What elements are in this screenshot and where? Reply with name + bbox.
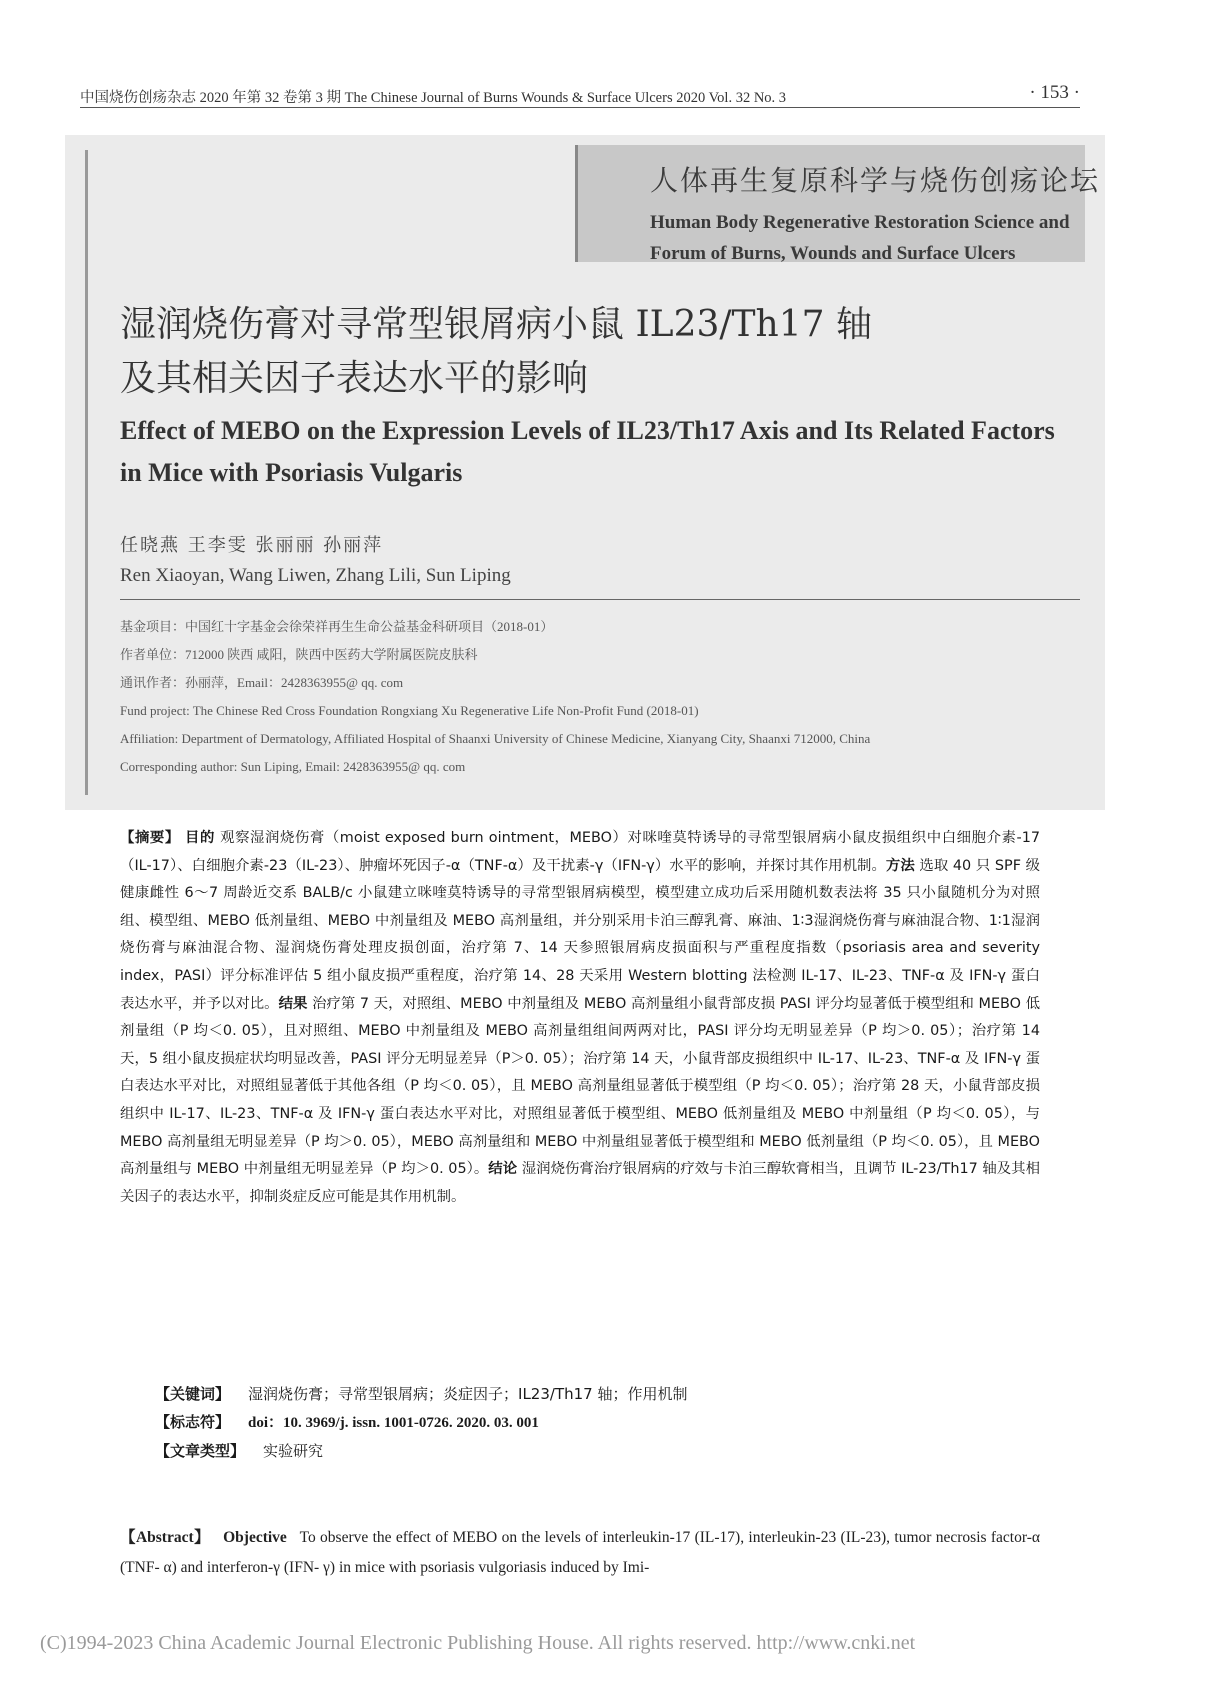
- article-title-zh: [120, 298, 1080, 406]
- affiliation-en: Affiliation: Department of Dermatology, Affiliated Hospital of Shaanxi University of Chinese Medicine, Xianyang City, Shaanxi 712000, China: [120, 731, 871, 746]
- article-header-box: [65, 135, 1105, 810]
- abstract-en-text: To observe the effect of MEBO on the levels of interleukin-17 (IL-17), interleukin-23 (IL-23), tumor necrosis factor-α (TNF- α) and interferon-γ (IFN- γ) in mice with psoriasis vulgoriasis induced by Imi-: [120, 1529, 1040, 1576]
- authors-en: Ren Xiaoyan, Wang Liwen, Zhang Lili, Sun Liping: [120, 565, 511, 586]
- title-zh-line2: 及其相关因子表达水平的影响: [120, 358, 589, 399]
- abstract-en: [120, 1523, 1040, 1583]
- abstract-zh: [120, 825, 1040, 1211]
- page-number: · 153 ·: [1029, 82, 1080, 103]
- results-head: 结果: [278, 995, 308, 1012]
- affiliation-zh: 作者单位：712000 陕西 咸阳，陕西中医药大学附属医院皮肤科: [120, 647, 478, 662]
- conclusion-head: 结论: [488, 1161, 518, 1178]
- copyright-footer: (C)1994-2023 China Academic Journal Electronic Publishing House. All rights reserved. http://www.cnki.net: [40, 1632, 916, 1654]
- doi-label: 【标志符】: [155, 1413, 231, 1431]
- decorative-bar: [85, 150, 88, 795]
- journal-citation: 中国烧伤创疡杂志 2020 年第 32 卷第 3 期 The Chinese Journal of Burns Wounds & Surface Ulcers 2020 Vol. 32 No. 3: [80, 90, 787, 106]
- fund-zh: 基金项目：中国红十字基金会徐荣祥再生生命公益基金科研项目（2018-01）: [120, 619, 554, 634]
- article-type-value: 实验研究: [263, 1442, 324, 1460]
- keywords-value: 湿润烧伤膏；寻常型银屑病；炎症因子；IL23/Th17 轴；作用机制: [248, 1385, 688, 1403]
- conclusion-text: 湿润烧伤膏治疗银屑病的疗效与卡泊三醇软膏相当，且调节 IL-23/Th17 轴及其相关因子的表达水平，抑制炎症反应可能是其作用机制。: [120, 1161, 1040, 1205]
- title-zh-line1: 湿润烧伤膏对寻常型银屑病小鼠 IL23/Th17 轴: [120, 304, 872, 345]
- article-type-row: [155, 1437, 1035, 1465]
- abstract-label: 【摘要】: [120, 830, 180, 846]
- running-header: [80, 82, 1080, 108]
- keywords-label: 【关键词】: [155, 1385, 231, 1403]
- keywords-row: [155, 1380, 1035, 1408]
- divider: [120, 599, 1080, 600]
- objective-head: 目的: [185, 830, 215, 846]
- doi-row: [155, 1408, 1035, 1437]
- forum-title-zh: 人体再生复原科学与烧伤创疡论坛: [650, 164, 1101, 197]
- methods-text: 选取 40 只 SPF 级健康雌性 6～7 周龄近交系 BALB/c 小鼠建立咪喹莫特诱导的寻常型银屑病模型，模型建立成功后采用随机数表法将 35 只小鼠随机分为对照组、模型组、MEBO 低剂量组、MEBO 中剂量组及 MEBO 高剂量组，并分别采用卡泊三醇乳膏、麻油、1∶3湿润烧伤膏与麻油混合物、1∶1湿润烧伤膏与麻油混合物、湿润烧伤膏处理皮损创面，治疗第 7、14 天参照银屑病皮损面积与严重程度指数（psoriasis area and severity index，PASI）评分标准评估 5 组小鼠皮损严重程度，治疗第 14、28 天采用 Western blotting 法检测 IL-17、IL-23、TNF-α 及 IFN-γ 蛋白表达水平，并予以对比。: [120, 857, 1041, 1012]
- article-title-en: Effect of MEBO on the Expression Levels of IL23/Th17 Axis and Its Related Factors in Mice with Psoriasis Vulgaris: [120, 416, 1055, 487]
- forum-title-en: Human Body Regenerative Restoration Science and Forum of Burns, Wounds and Surface Ulcers: [650, 212, 1070, 264]
- keyword-block: [155, 1380, 1035, 1465]
- authors-zh: 任晓燕 王李雯 张丽丽 孙丽萍: [120, 535, 384, 556]
- forum-banner: [575, 145, 1101, 264]
- methods-head: 方法: [885, 857, 915, 874]
- abstract-en-objective-head: Objective: [223, 1529, 287, 1546]
- objective-text: 观察湿润烧伤膏（moist exposed burn ointment，MEBO）对咪喹莫特诱导的寻常型银屑病小鼠皮损组织中白细胞介素-17（IL-17）、白细胞介素-23（IL-23）、肿瘤坏死因子-α（TNF-α）及干扰素-γ（IFN-γ）水平的影响，并探讨其作用机制。: [120, 830, 1041, 874]
- article-type-label: 【文章类型】: [155, 1442, 246, 1460]
- doi-value: doi：10. 3969/j. issn. 1001-0726. 2020. 03. 001: [248, 1415, 539, 1431]
- corresponding-en: Corresponding author: Sun Liping, Email: 2428363955@ qq. com: [120, 759, 466, 774]
- fund-en: Fund project: The Chinese Red Cross Foundation Rongxiang Xu Regenerative Life Non-Profit Fund (2018-01): [120, 703, 699, 718]
- results-text: 治疗第 7 天，对照组、MEBO 中剂量组及 MEBO 高剂量组小鼠背部皮损 PASI 评分均显著低于模型组和 MEBO 低剂量组（P 均＜0. 05），且对照组、MEBO 中剂量组及 MEBO 高剂量组组间两两对比，PASI 评分均无明显差异（P 均＞0. 05）；治疗第 14 天，5 组小鼠皮损症状均明显改善，PASI 评分无明显差异（P＞0. 05）；治疗第 14 天，小鼠背部皮损组织中 IL-17、IL-23、TNF-α 及 IFN-γ 蛋白表达水平对比，对照组显著低于其他各组（P 均＜0. 05），且 MEBO 高剂量组显著低于模型组（P 均＜0. 05）；治疗第 28 天，小鼠背部皮损组织中 IL-17、IL-23、TNF-α 及 IFN-γ 蛋白表达水平对比，对照组显著低于模型组、MEBO 低剂量组及 MEBO 中剂量组（P 均＜0. 05），与 MEBO 高剂量组无明显差异（P 均＞0. 05），MEBO 高剂量组和 MEBO 中剂量组显著低于模型组和 MEBO 低剂量组（P 均＜0. 05），且 MEBO 高剂量组与 MEBO 中剂量组无明显差异（P 均＞0. 05）。: [120, 995, 1040, 1178]
- corresponding-zh: 通讯作者：孙丽萍，Email：2428363955@ qq. com: [120, 675, 404, 690]
- abstract-en-label: 【Abstract】: [120, 1529, 211, 1546]
- article-meta: [120, 613, 1095, 781]
